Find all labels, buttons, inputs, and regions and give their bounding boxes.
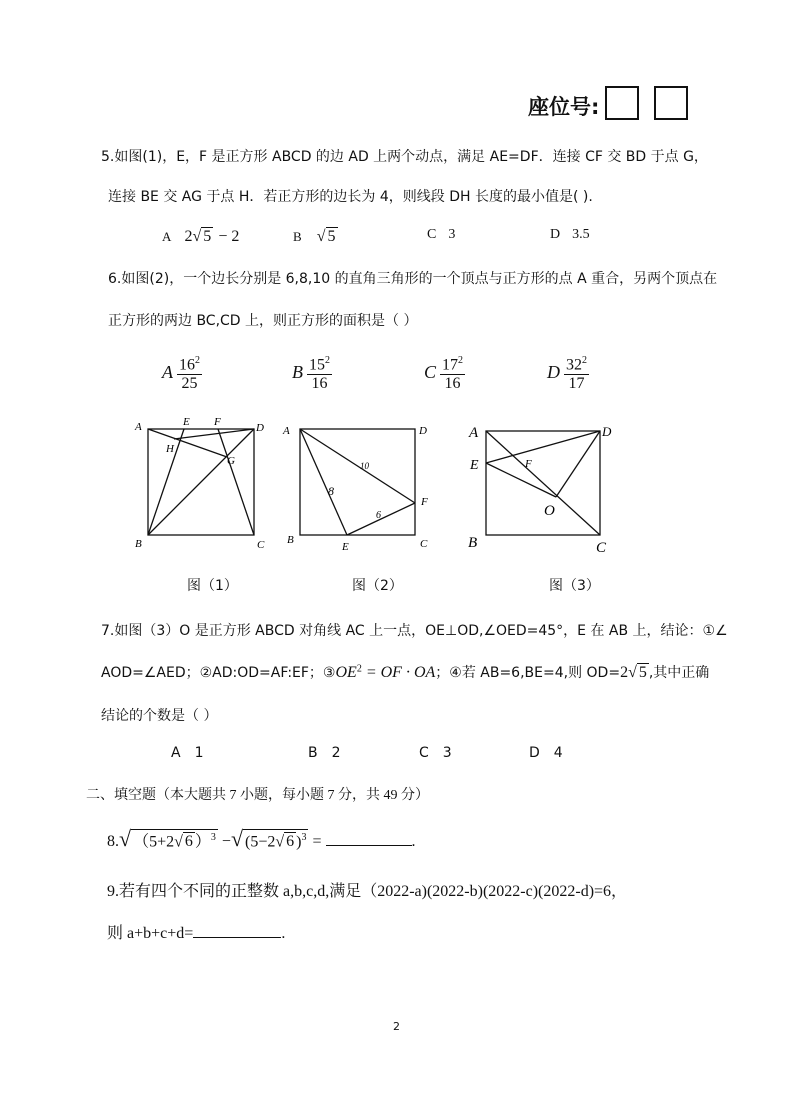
q9-answer-blank[interactable]: [193, 923, 281, 938]
fig2-side-6: 6: [376, 510, 381, 521]
fig1-label-h: H: [166, 443, 174, 455]
fig1-label-c: C: [257, 539, 265, 551]
q6-option-b: B $\frac{15^2}{16}$: [292, 352, 332, 393]
q7-option-c: C 3: [419, 745, 452, 761]
fig3-caption: 图（3）: [549, 578, 600, 594]
fig2-square: [300, 429, 415, 535]
q7-line1: 7.如图（3）O 是正方形 ABCD 对角线 AC 上一点，OE⊥OD,∠OED=45°，E 在 AB 上，结论：①∠: [101, 623, 728, 639]
fig1-label-a: A: [135, 421, 142, 433]
q7-line3: 结论的个数是（ ）: [101, 708, 218, 724]
fig3-label-f: F: [525, 458, 532, 470]
fig3-label-o: O: [544, 503, 555, 519]
fig1-label-g: G: [227, 455, 235, 467]
q8-answer-blank[interactable]: [326, 831, 412, 846]
fig2-side-10: 10: [360, 461, 369, 471]
q5-option-a: A 2√ 5 − 2: [162, 228, 240, 245]
q7-line2: AOD=∠AED；②AD:OD=AF:EF；$③OE^2$ = OF · OA；④若 AB=6,BE=4,则 OD=2√ 5 ,其中正确: [101, 663, 710, 681]
q5-line2: 连接 BE 交 AG 于点 H．若正方形的边长为 4，则线段 DH 长度的最小值是( ).: [108, 189, 593, 205]
fig1-line-dh: [174, 429, 254, 439]
q7-option-b: B 2: [308, 745, 341, 761]
q7-option-d: D 4: [529, 745, 563, 761]
fig1-label-b: B: [135, 538, 142, 550]
fig2-label-f: F: [421, 496, 428, 508]
fig2-label-e: E: [342, 541, 349, 553]
fig1-line-cf: [218, 429, 254, 535]
fig2-side-8: 8: [328, 484, 334, 498]
section-2-title: 二、填空题（本大题共 7 小题，每小题 7 分，共 49 分）: [86, 788, 429, 803]
q6-option-a: A $\frac{16^2}{25}$: [162, 352, 202, 393]
q5-option-d: D 3.5: [550, 227, 590, 242]
fig3-line-eo: [486, 463, 556, 497]
fig3-label-a: A: [469, 425, 479, 441]
fig1-label-f: F: [214, 416, 221, 428]
q6-line2: 正方形的两边 BC,CD 上，则正方形的面积是（ ）: [108, 313, 418, 329]
seat-box-1[interactable]: [605, 86, 639, 120]
q5-line1: 5.如图(1)，E，F 是正方形 ABCD 的边 AD 上两个动点，满足 AE=DF．连接 CF 交 BD 于点 G，: [101, 149, 708, 165]
fig3-label-b: B: [468, 535, 478, 551]
q9-line1: 9.若有四个不同的正整数 a,b,c,d,满足（2022-a)(2022-b)(2022-c)(2022-d)=6，: [107, 883, 628, 900]
q5-option-c: C 3: [427, 227, 456, 242]
fig2-label-a: A: [283, 425, 290, 437]
fig2-hypotenuse-af: [300, 429, 415, 503]
seat-label: 座位号:: [528, 95, 600, 119]
q6-line1: 6.如图(2)，一个边长分别是 6,8,10 的直角三角形的一个顶点与正方形的点 A 重合，另两个顶点在: [108, 271, 718, 287]
q7-option-a: A 1: [171, 745, 204, 761]
fig1-label-d: D: [256, 422, 264, 434]
seat-box-2[interactable]: [654, 86, 688, 120]
fig1-diagonal-bd: [148, 429, 254, 535]
fig1-line-ag: [148, 429, 227, 457]
fig2-label-d: D: [419, 425, 427, 437]
q6-option-d: D $\frac{32^2}{17}$: [547, 352, 589, 393]
fig2-side-ef: [347, 503, 415, 535]
fig2-label-c: C: [420, 538, 428, 550]
page-number: 2: [393, 1020, 400, 1033]
q9-line2: 则 a+b+c+d= .: [107, 925, 286, 942]
fig3-label-e: E: [470, 458, 479, 473]
fig3-label-d: D: [602, 424, 612, 439]
figure-2: [280, 415, 435, 557]
q8-expression: 8.√ （5+2√ 6 ）$^3$ −√ (5−2√ 6 )$^3$ = .: [107, 826, 416, 851]
q6-option-c: C $\frac{17^2}{16}$: [424, 352, 465, 393]
fig2-caption: 图（2）: [352, 578, 403, 594]
figure-3: [462, 412, 622, 560]
figure-1: [130, 412, 275, 554]
fig1-label-e: E: [183, 416, 190, 428]
fig1-caption: 图（1）: [187, 578, 238, 594]
fig2-label-b: B: [287, 534, 294, 546]
q5-option-b: B √ 5: [293, 228, 336, 245]
fig2-side-ae: [300, 429, 347, 535]
fig3-label-c: C: [596, 540, 607, 556]
